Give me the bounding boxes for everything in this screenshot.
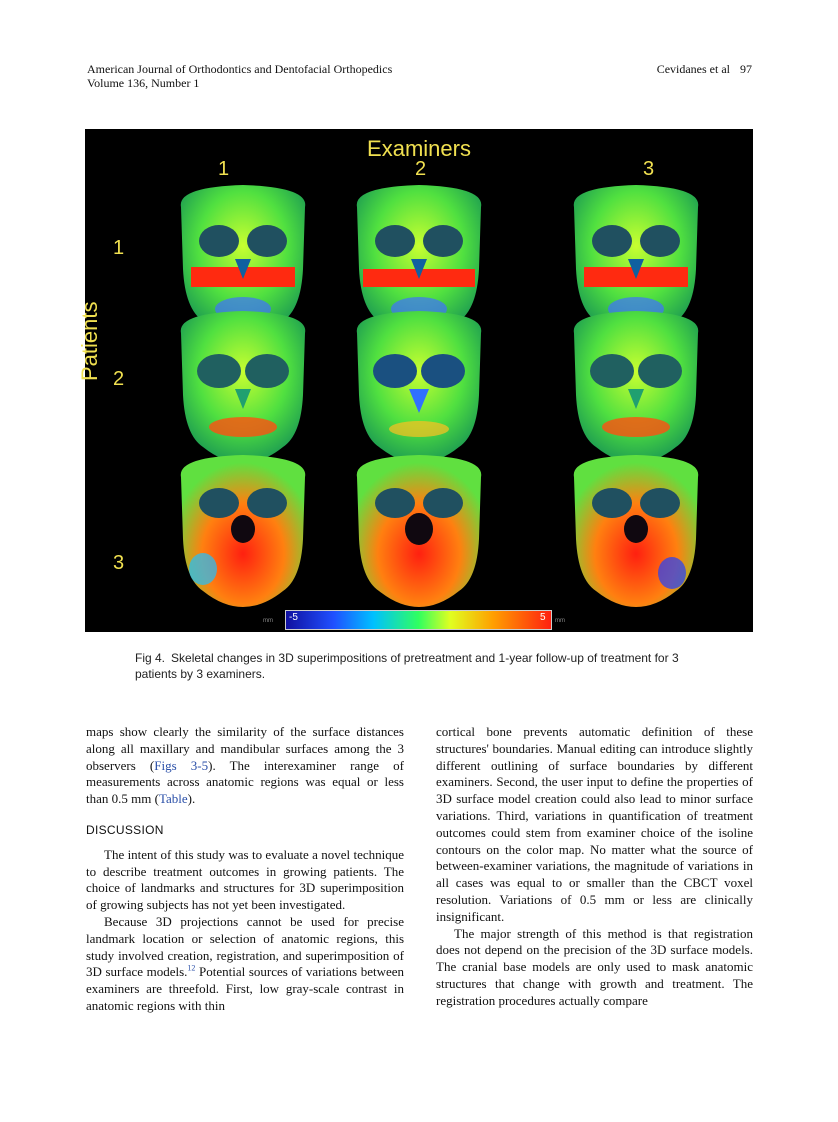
skull-r3c3 bbox=[574, 455, 698, 607]
journal-name: American Journal of Orthodontics and Dentofacial Orthopedics bbox=[87, 62, 393, 76]
scale-unit-right: mm bbox=[555, 618, 565, 624]
caption-text: Skeletal changes in 3D superimpositions of pretreatment and 1-year follow-up of treatment for 3 patients by 3 examiners. bbox=[135, 651, 679, 681]
paragraph: The intent of this study was to evaluate a novel technique to describe treatment outcomes in growing patients. The choice of landmarks and structures for 3D superimposition of growing subjects has not yet been investigated. bbox=[86, 846, 404, 913]
page-number: 97 bbox=[740, 62, 752, 76]
paragraph bbox=[86, 724, 404, 808]
paragraph bbox=[86, 914, 404, 1015]
row-label-1: 1 bbox=[113, 237, 125, 259]
reference-link[interactable]: 12 bbox=[187, 964, 196, 974]
skull-images bbox=[85, 129, 753, 632]
running-header-right bbox=[657, 62, 752, 76]
table-link[interactable]: Table bbox=[158, 791, 188, 807]
paragraph: The major strength of this method is that registration does not depend on the precision of the 3D surface models. The cranial base models are only used to mask anatomic structures that change with growth and treatment. The registration procedures actually compare bbox=[436, 925, 753, 1008]
row-label-2: 2 bbox=[113, 368, 125, 390]
left-column bbox=[86, 724, 404, 1015]
running-header-left bbox=[87, 62, 392, 90]
paragraph: cortical bone prevents automatic definition of these structures' boundaries. Manual editing can introduce slightly different outlining of surface boundaries by different examiners. Second, the user input to define the properties of 3D surface model creation could also lead to minor surface variations. Third, variations in quantification of treatment outcomes could stem from examiner choice of the isoline contours on the color map. No matter what the source of between-examiner variations, the magnitude of variations in all cases was equal to or smaller than the CBCT voxel resolution. Variations of 0.5 mm or less are clinically insignificant. bbox=[436, 724, 753, 924]
text-run: maps show clearly the similarity of the surface distances along all maxillary and mandibular surfaces among the 3 observers ( bbox=[86, 724, 404, 773]
column-label-3: 3 bbox=[643, 158, 655, 180]
authors: Cevidanes et al bbox=[656, 62, 730, 76]
text-run: Potential sources of variations between examiners are threefold. First, low gray-scale contrast in anatomic regions with thin bbox=[86, 964, 405, 1013]
scale-unit-left: mm bbox=[263, 618, 273, 624]
column-label-2: 2 bbox=[415, 158, 427, 180]
figure-skull-grid bbox=[77, 129, 753, 632]
column-label-1: 1 bbox=[218, 158, 230, 180]
text-run: ). The interexaminer range of measurements across anatomic regions was equal or less than 0.5 mm ( bbox=[86, 757, 404, 807]
text-run: ). bbox=[187, 791, 196, 807]
patients-axis-label: Patients bbox=[77, 301, 102, 381]
figure-title: Examiners bbox=[367, 136, 471, 161]
figure-link[interactable]: Figs 3-5 bbox=[154, 757, 209, 773]
skull-r2c2 bbox=[357, 311, 481, 463]
right-column bbox=[436, 724, 753, 1010]
skull-r2c3 bbox=[574, 311, 698, 463]
scale-min: -5 bbox=[289, 612, 298, 623]
skull-r3c1 bbox=[181, 455, 305, 607]
caption-label: Fig 4. bbox=[135, 651, 166, 665]
figure-caption bbox=[135, 650, 715, 682]
color-scale-bar bbox=[285, 610, 552, 630]
scale-max: 5 bbox=[540, 612, 546, 623]
section-heading: DISCUSSION bbox=[86, 822, 164, 837]
text-run: Because 3D projections cannot be used for precise landmark location or selection of anatomic regions, this study involved creation, registration, and superimposition of 3D surface models. bbox=[86, 913, 404, 980]
row-label-3: 3 bbox=[113, 552, 125, 574]
volume-info: Volume 136, Number 1 bbox=[87, 76, 200, 90]
skull-r2c1 bbox=[181, 311, 305, 463]
skull-r3c2 bbox=[357, 455, 481, 607]
